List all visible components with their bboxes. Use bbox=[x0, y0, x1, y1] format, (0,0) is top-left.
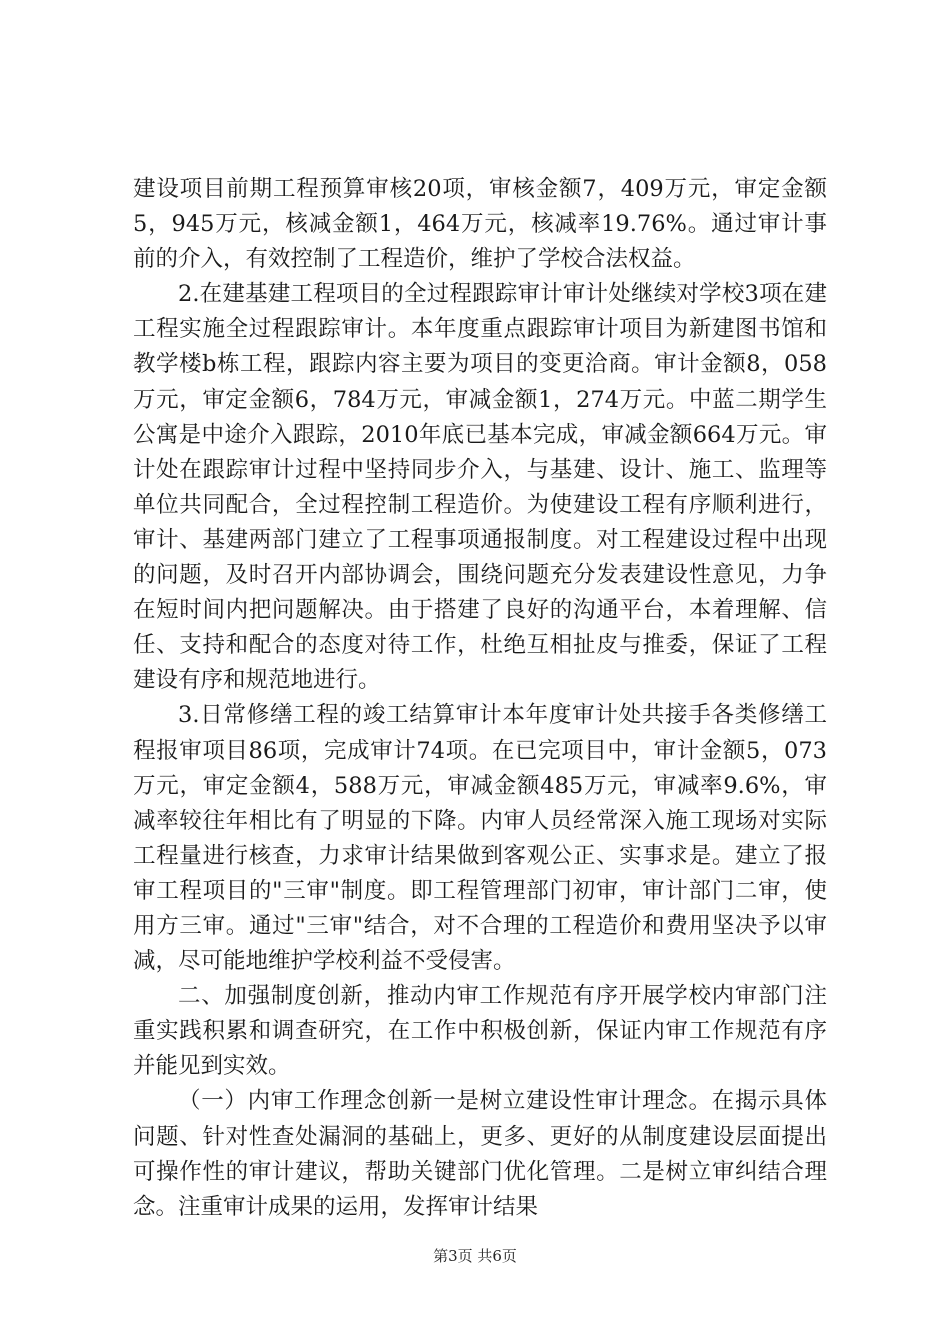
paragraph-5: （一）内审工作理念创新一是树立建设性审计理念。在揭示具体问题、针对性查处漏洞的基础上，更多、更好的从制度建设层面提出可操作性的审计建议，帮助关键部门优化管理。二是树立审纠结合理念。注重审计成果的运用，发挥审计结果 bbox=[133, 1088, 827, 1220]
paragraph-2: 2.在建基建工程项目的全过程跟踪审计审计处继续对学校3项在建工程实施全过程跟踪审计。本年度重点跟踪审计项目为新建图书馆和教学楼b栋工程，跟踪内容主要为项目的变更洽商。审计金额8，058万元，审定金额6，784万元，审减金额1，274万元。中蓝二期学生公寓是中途介入跟踪，2010年底已基本完成，审减金额664万元。审计处在跟踪审计过程中坚持同步介入，与基建、设计、施工、监理等单位共同配合，全过程控制工程造价。为使建设工程有序顺利进行，审计、基建两部门建立了工程事项通报制度。对工程建设过程中出现的问题，及时召开内部协调会，围绕问题充分发表建设性意见，力争在短时间内把问题解决。由于搭建了良好的沟通平台，本着理解、信任、支持和配合的态度对待工作，杜绝互相扯皮与推委，保证了工程建设有序和规范地进行。 bbox=[133, 281, 827, 694]
paragraph-1: 建设项目前期工程预算审核20项，审核金额7，409万元，审定金额5，945万元，核减金额1，464万元，核减率19.76%。通过审计事前的介入，有效控制了工程造价，维护了学校合法权益。 bbox=[133, 176, 827, 273]
page-footer: 第3页 共6页 bbox=[433, 1247, 517, 1265]
paragraph-3: 3.日常修缮工程的竣工结算审计本年度审计处共接手各类修缮工程报审项目86项，完成审计74项。在已完项目中，审计金额5，073万元，审定金额4，588万元，审减金额485万元，审减率9.6%，审减率较往年相比有了明显的下降。内审人员经常深入施工现场对实际工程量进行核查，力求审计结果做到客观公正、实事求是。建立了报审工程项目的"三审"制度。即工程管理部门初审，审计部门二审，使用方三审。通过"三审"结合，对不合理的工程造价和费用坚决予以审减，尽可能地维护学校利益不受侵害。 bbox=[133, 702, 827, 975]
paragraph-4: 二、加强制度创新，推动内审工作规范有序开展学校内审部门注重实践积累和调查研究，在工作中积极创新，保证内审工作规范有序并能见到实效。 bbox=[133, 983, 827, 1080]
document-body bbox=[133, 172, 827, 1225]
